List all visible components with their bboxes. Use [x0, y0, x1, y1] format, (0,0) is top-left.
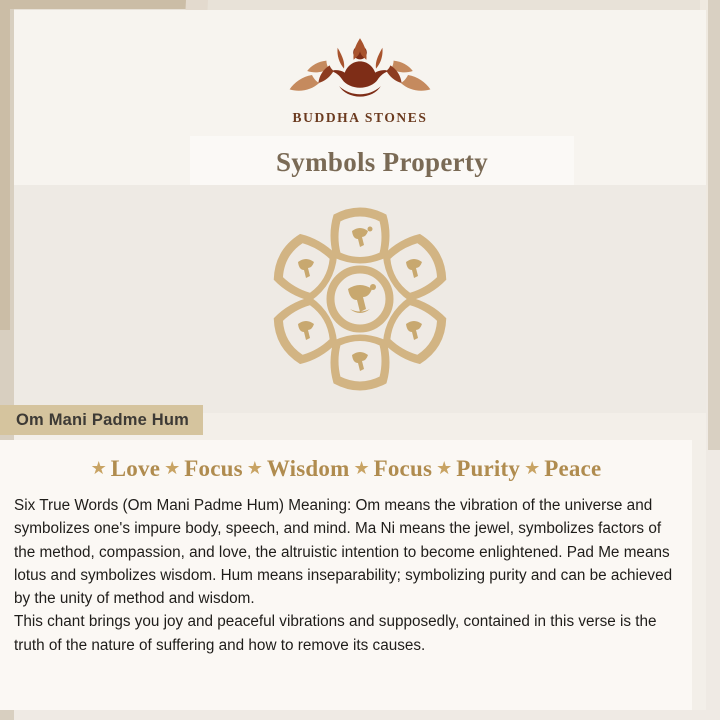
keyword-item: Focus	[184, 456, 243, 481]
mandala-section	[14, 185, 706, 413]
star-icon: ★	[436, 458, 453, 478]
top-left-accent-band	[0, 0, 200, 9]
keyword-item: Focus	[373, 456, 433, 481]
brand-name: BUDDHA STONES	[292, 110, 428, 125]
star-icon: ★	[353, 458, 370, 478]
star-icon: ★	[524, 458, 541, 478]
right-accent-band	[708, 0, 720, 450]
page-title-bar	[190, 136, 574, 188]
badge-label: Om Mani Padme Hum	[16, 410, 190, 429]
description-paragraph-2: This chant brings you joy and peaceful vibrations and supposedly, contained in this verse is the truth of the nature of suffering and how to remove its causes.	[14, 613, 657, 654]
keyword-item: Purity	[456, 456, 521, 481]
keyword-item: Wisdom	[266, 456, 350, 481]
star-icon: ★	[246, 458, 263, 478]
description-paragraph-1: Six True Words (Om Mani Padme Hum) Meaning: Om means the vibration of the universe and symbolizes one's impure body, speech, and mind. Ma Ni means the jewel, symbolizes factors of the method, compassion, and love, the altruistic intention to become enlightened. Pad Me means lotus and symbolizes wisdom. Hum means inseparability; symbolizing purity and can be achieved by the unity of method and wisdom.	[14, 497, 673, 607]
status-badge	[0, 405, 203, 435]
page-title: Symbols Property	[275, 146, 489, 177]
lotus-meditation-icon	[280, 28, 440, 106]
om-mani-padme-hum-mandala-icon	[250, 199, 470, 399]
description-text	[0, 482, 692, 657]
keyword-item: Love	[110, 456, 161, 481]
description-section	[0, 440, 692, 710]
left-accent-band	[0, 0, 10, 330]
keyword-item: Peace	[544, 456, 602, 481]
keyword-list	[0, 440, 692, 482]
brand-logo-block	[14, 28, 706, 126]
star-icon: ★	[164, 458, 181, 478]
star-icon: ★	[90, 458, 107, 478]
